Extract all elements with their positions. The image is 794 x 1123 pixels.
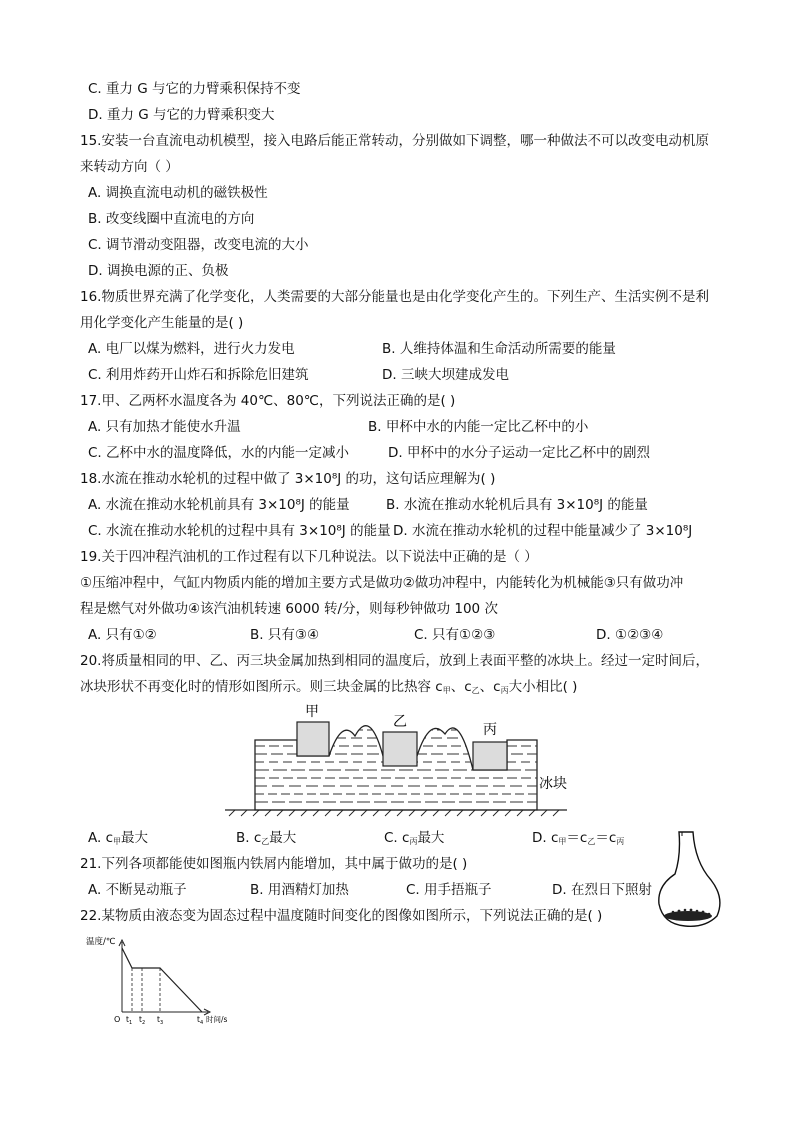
q17-option-a: A. 只有加热才能使水升温	[88, 419, 241, 435]
q20-option-d	[532, 828, 624, 852]
tick-t1-sub: 1	[128, 1020, 133, 1026]
q20-sep2: 、c	[479, 679, 501, 695]
cooling-curve-graph	[84, 932, 244, 1027]
q20-option-b	[236, 828, 296, 852]
q19-option-d: D. ①②③④	[596, 627, 664, 643]
tick-t3-sub: 3	[159, 1020, 164, 1026]
q20-opt-c-sub: 丙	[409, 837, 418, 846]
q20-opt-c-pre: C. c	[384, 830, 410, 846]
sub-yi: 乙	[471, 686, 480, 695]
q19-option-b: B. 只有③④	[250, 627, 320, 643]
q22-stem: 22.某物质由液态变为固态过程中温度随时间变化的图像如图所示，下列说法正确的是( )	[80, 908, 603, 924]
tick-t4	[197, 1015, 203, 1026]
label-jia: 甲	[305, 704, 319, 720]
q20-stem-line2-end: 大小相比( )	[508, 679, 578, 695]
q18-option-d: D. 水流在推动水轮机的过程中能量减少了 3×10⁸J	[393, 523, 693, 539]
q20-option-a	[88, 828, 148, 852]
tick-t3-letter: t	[157, 1015, 160, 1024]
q19-option-a: A. 只有①②	[88, 627, 157, 643]
graph-x-label: 时间/s	[206, 1015, 228, 1024]
tick-t2-sub: 2	[141, 1020, 146, 1026]
q19-stem-line3: 程是燃气对外做功④该汽油机转速 6000 转/分，则每秒钟做功 100 次	[80, 601, 498, 617]
sub-jia: 甲	[442, 686, 451, 695]
tick-t4-sub: 4	[199, 1020, 204, 1026]
q17-stem: 17.甲、乙两杯水温度各为 40℃、80℃，下列说法正确的是( )	[80, 393, 456, 409]
ice-block-figure	[225, 698, 585, 818]
q15-option-d: D. 调换电源的正、负极	[88, 263, 229, 279]
label-bing: 丙	[483, 722, 497, 738]
q15-option-b: B. 改变线圈中直流电的方向	[88, 211, 255, 227]
q20-stem-line2-text: 冰块形状不再变化时的情形如图所示。则三块金属的比热容 c	[80, 679, 443, 695]
q20-opt-d-pre: D. c	[532, 830, 559, 846]
q15-stem-line2: 来转动方向（ ）	[80, 159, 179, 175]
q20-opt-b-post: 最大	[269, 830, 297, 846]
q16-option-b: B. 人维持体温和生命活动所需要的能量	[382, 341, 616, 357]
q21-option-c: C. 用手捂瓶子	[406, 882, 492, 898]
q19-stem-line2: ①压缩冲程中，气缸内物质内能的增加主要方式是做功②做功冲程中，内能转化为机械能③只有做功冲	[80, 575, 684, 591]
q18-option-a: A. 水流在推动水轮机前具有 3×10⁸J 的能量	[88, 497, 350, 513]
q20-stem-line1: 20.将质量相同的甲、乙、丙三块金属加热到相同的温度后，放到上表面平整的冰块上。经过一定时间后，	[80, 653, 709, 669]
q18-stem: 18.水流在推动水轮机的过程中做了 3×10⁸J 的功，这句话应理解为( )	[80, 471, 496, 487]
q15-option-a: A. 调换直流电动机的磁铁极性	[88, 185, 268, 201]
q20-opt-a-sub: 甲	[113, 837, 122, 846]
q16-stem-line2: 用化学变化产生能量的是( )	[80, 315, 244, 331]
q20-opt-b-pre: B. c	[236, 830, 262, 846]
tick-t4-letter: t	[197, 1015, 200, 1024]
q20-opt-b-sub: 乙	[261, 837, 270, 846]
q21-stem: 21.下列各项都能使如图瓶内铁屑内能增加，其中属于做功的是( )	[80, 856, 468, 872]
q20-opt-d-eq2: ＝c	[595, 830, 617, 846]
graph-origin: O	[114, 1015, 121, 1024]
q20-opt-a-pre: A. c	[88, 830, 114, 846]
q20-sep1: 、c	[450, 679, 472, 695]
q14-option-d: D. 重力 G 与它的力臂乘积变大	[88, 107, 275, 123]
q16-option-c: C. 利用炸药开山炸石和拆除危旧建筑	[88, 367, 309, 383]
q18-option-c: C. 水流在推动水轮机的过程中具有 3×10⁸J 的能量	[88, 523, 391, 539]
metal-block-yi	[383, 732, 417, 766]
q20-opt-a-post: 最大	[121, 830, 149, 846]
q20-opt-d-eq1: ＝c	[566, 830, 588, 846]
ground-hatch	[229, 810, 559, 816]
q17-option-c: C. 乙杯中水的温度降低，水的内能一定减小	[88, 445, 350, 461]
q18-option-b: B. 水流在推动水轮机后具有 3×10⁸J 的能量	[386, 497, 648, 513]
q16-option-a: A. 电厂以煤为燃料，进行火力发电	[88, 341, 295, 357]
q21-option-b: B. 用酒精灯加热	[250, 882, 349, 898]
q15-option-c: C. 调节滑动变阻器，改变电流的大小	[88, 237, 309, 253]
tick-t3	[157, 1015, 163, 1026]
q19-option-c: C. 只有①②③	[414, 627, 496, 643]
q21-option-d: D. 在烈日下照射	[552, 882, 652, 898]
q20-opt-d-sub1: 甲	[558, 837, 567, 846]
tick-t2	[139, 1015, 145, 1026]
q20-opt-c-post: 最大	[417, 830, 445, 846]
q14-option-c: C. 重力 G 与它的力臂乘积保持不变	[88, 81, 301, 97]
cooling-curve	[122, 948, 202, 1012]
q19-stem-line1: 19.关于四冲程汽油机的工作过程有以下几种说法。以下说法中正确的是（ ）	[80, 549, 538, 565]
q17-option-d: D. 甲杯中的水分子运动一定比乙杯中的剧烈	[388, 445, 650, 461]
label-ice: 冰块	[539, 776, 567, 792]
graph-y-label: 温度/℃	[86, 937, 116, 947]
q16-option-d: D. 三峡大坝建成发电	[382, 367, 509, 383]
q17-option-b: B. 甲杯中水的内能一定比乙杯中的小	[368, 419, 589, 435]
tick-t2-letter: t	[139, 1015, 142, 1024]
q20-opt-d-sub3: 丙	[616, 837, 625, 846]
q15-stem-line1: 15.安装一台直流电动机模型，接入电路后能正常转动，分别做如下调整，哪一种做法不可以改变电动机原	[80, 133, 709, 149]
label-yi: 乙	[393, 714, 407, 730]
metal-block-bing	[473, 742, 507, 770]
sub-bing: 丙	[500, 686, 509, 695]
metal-block-jia	[297, 722, 329, 756]
q16-stem-line1: 16.物质世界充满了化学变化，人类需要的大部分能量也是由化学变化产生的。下列生产、生活实例不是利	[80, 289, 709, 305]
q20-option-c	[384, 828, 444, 852]
tick-t1-letter: t	[126, 1015, 129, 1024]
q21-option-a: A. 不断晃动瓶子	[88, 882, 187, 898]
flask-figure	[655, 828, 727, 932]
tick-t1	[126, 1015, 132, 1026]
q20-opt-d-sub2: 乙	[587, 837, 596, 846]
